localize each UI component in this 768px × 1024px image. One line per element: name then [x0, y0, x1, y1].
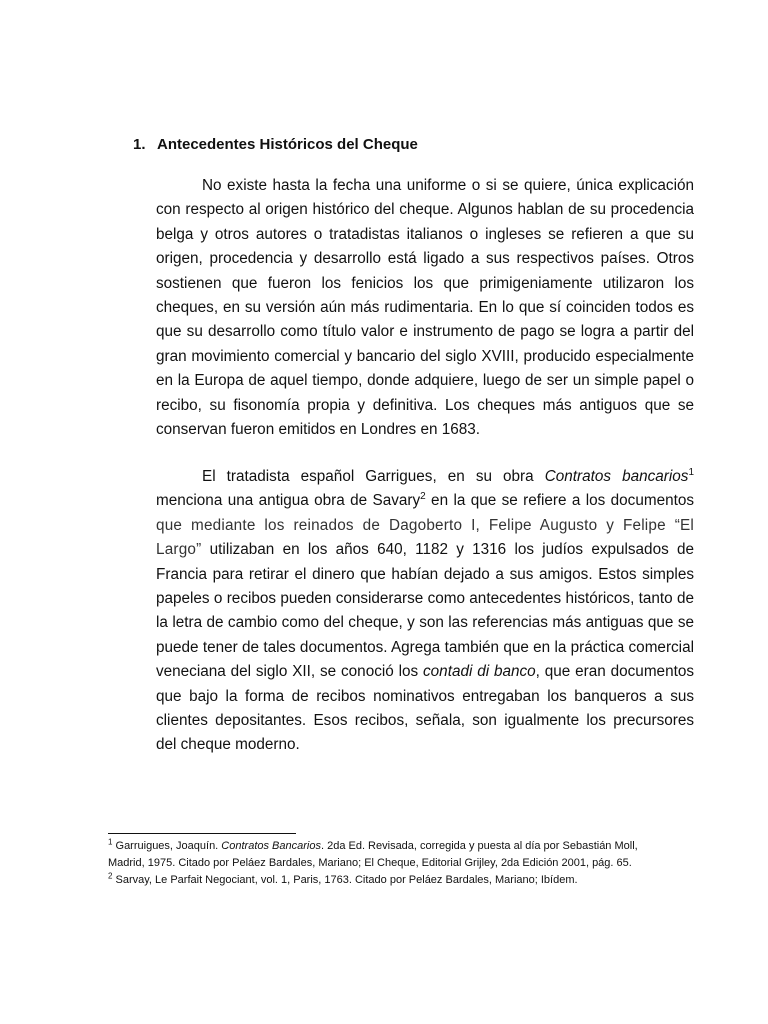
footnote-1-mark: 1: [108, 837, 113, 847]
term-italic: contadi di banco: [423, 663, 536, 681]
footnote-2-text: Sarvay, Le Parfait Negociant, vol. 1, Paris, 1763. Citado por Peláez Bardales, Mariano; Ibídem.: [112, 874, 578, 886]
paragraph-2-light-segment: que mediante los reinados de Dagoberto I, Felipe Augusto y Felipe “El Largo”: [156, 516, 694, 559]
footnote-2: [108, 872, 668, 889]
paragraph-2-segment: El tratadista español Garrigues, en su obra: [202, 468, 545, 485]
section-heading: [133, 136, 418, 153]
footnote-divider: [108, 833, 296, 834]
footnote-1: [108, 838, 668, 872]
footnote-2-mark: 2: [108, 871, 113, 881]
paragraph-1: [156, 174, 694, 442]
paragraph-2-segment: utilizaban en los años 640, 1182 y 1316 los judíos expulsados de Francia para retirar el dinero que habían dejado a sus amigos. Estos simples papeles o recibos pueden considerarse como antecedentes históricos, tanto de la letra de cambio como del cheque, y son las referencias más antiguas que se puede tener de tales documentos. Agrega también que en la práctica comercial veneciana del siglo XII, se conoció los: [156, 541, 694, 681]
footnote-ref-1[interactable]: 1: [688, 466, 694, 478]
section-title: Antecedentes Históricos del Cheque: [157, 136, 418, 153]
paragraph-2: [156, 465, 694, 758]
footnote-1-text: . 2da Ed. Revisada, corregida y puesta al día por Sebastián Moll, Madrid, 1975. Citado por Peláez Bardales, Mariano; El Cheque, Editorial Grijley, 2da Edición 2001, pág. 65.: [108, 840, 638, 869]
footnote-ref-2[interactable]: 2: [420, 491, 426, 503]
section-number: 1.: [133, 136, 146, 153]
book-title-italic: Contratos bancarios: [544, 468, 689, 485]
paragraph-2-segment: menciona una antigua obra de Savary: [156, 492, 421, 510]
paragraph-1-text: No existe hasta la fecha una uniforme o si se quiere, única explicación con respecto al origen histórico del cheque. Algunos hablan de su procedencia belga y otros autores o tratadistas italianos o ingleses se refieren a que su origen, procedencia y desarrollo está ligado a sus respectivos países. Otros sostienen que fueron los fenicios los que primigeniamente utilizaron los cheques, en su versión aún más rudimentaria. En lo que sí coinciden todos es que su desarrollo como título valor e instrumento de pago se logra a partir del gran movimiento comercial y bancario del siglo XVIII, producido especialmente en la Europa de aquel tiempo, donde adquiere, luego de ser un simple papel o recibo, su fisonomía propia y definitiva. Los cheques más antiguos que se conservan fueron emitidos en Londres en 1683.: [156, 177, 694, 439]
paragraph-2-segment: , que eran documentos que bajo la forma de recibos nominativos entregaban los banqueros a sus clientes depositantes. Esos recibos, señala, son igualmente los precursores del cheque moderno.: [156, 663, 694, 754]
footnote-1-italic: Contratos Bancarios: [221, 840, 321, 852]
paragraph-2-segment: en la que se refiere a los documentos: [425, 492, 694, 510]
footnote-1-text: Garruigues, Joaquín.: [112, 840, 222, 852]
paragraph-2-text: [156, 465, 694, 758]
footnotes: [108, 838, 668, 889]
